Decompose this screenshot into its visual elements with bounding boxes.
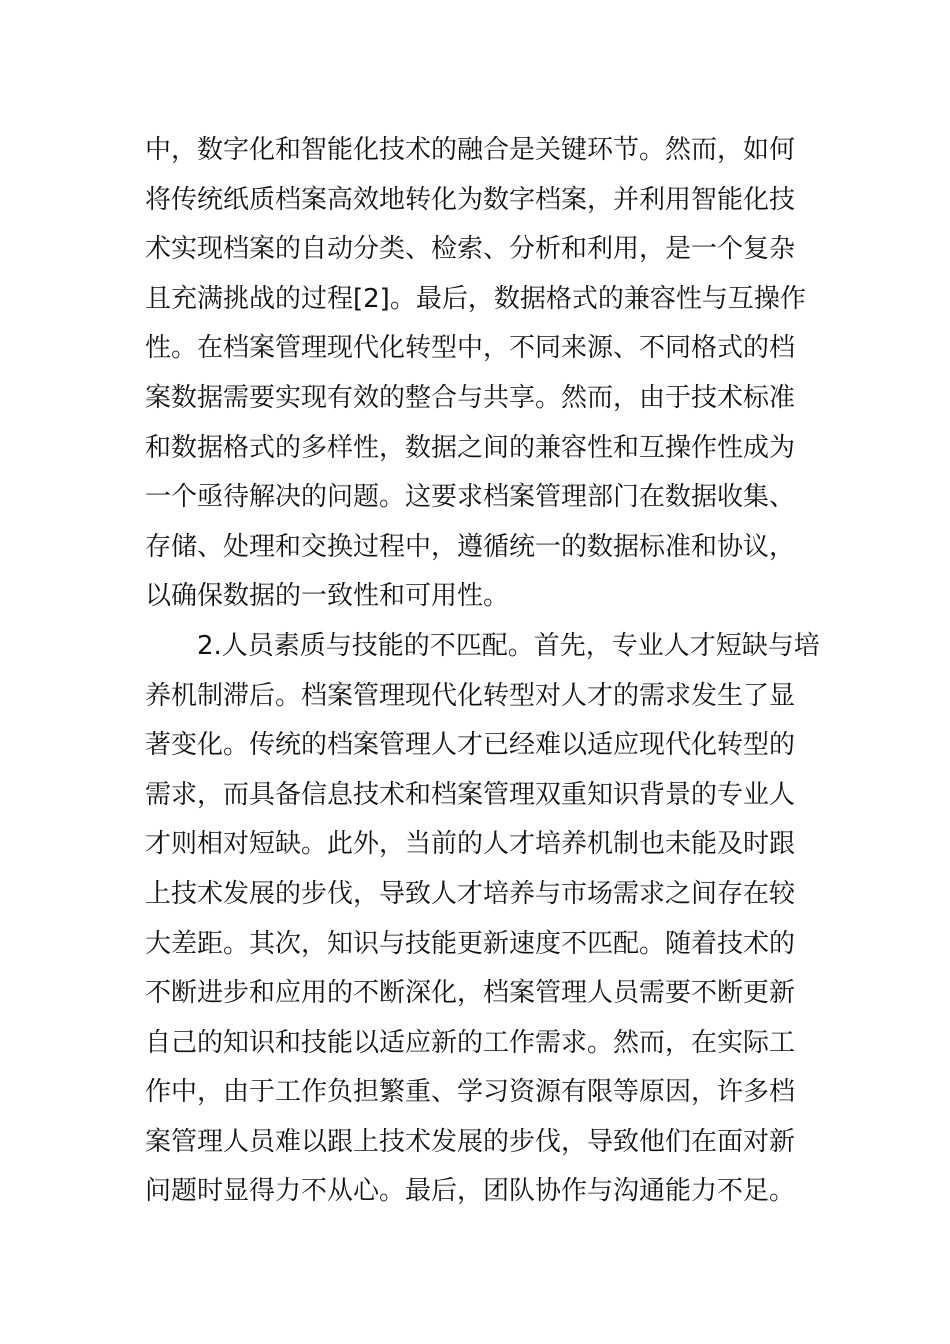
- text-line: 案管理人员难以跟上技术发展的步伐，导致他们在面对新: [145, 1126, 796, 1157]
- body-text: [145, 126, 825, 1217]
- text-line: 问题时显得力不从心。最后，团队协作与沟通能力不足。: [145, 1176, 796, 1207]
- text-line: 将传统纸质档案高效地转化为数字档案，并利用智能化技: [145, 184, 796, 215]
- text-line: 性。在档案管理现代化转型中，不同来源、不同格式的档: [145, 333, 796, 364]
- text-line: 存储、处理和交换过程中，遵循统一的数据标准和协议，: [145, 531, 796, 562]
- text-line: 2.人员素质与技能的不匹配。首先，专业人才短缺与培: [145, 630, 820, 661]
- text-line: 中，数字化和智能化技术的融合是关键环节。然而，如何: [145, 135, 796, 165]
- text-line: 作中，由于工作负担繁重、学习资源有限等原因，许多档: [145, 1077, 796, 1108]
- text-line: 上技术发展的步伐，导致人才培养与市场需求之间存在较: [145, 878, 796, 909]
- text-line: 自己的知识和技能以适应新的工作需求。然而，在实际工: [145, 1027, 796, 1058]
- text-line: 以确保数据的一致性和可用性。: [145, 581, 510, 612]
- text-line: 需求，而具备信息技术和档案管理双重知识背景的专业人: [145, 779, 796, 810]
- text-line: 养机制滞后。档案管理现代化转型对人才的需求发生了显: [145, 680, 796, 711]
- text-line: 且充满挑战的过程[2]。最后，数据格式的兼容性与互操作: [145, 283, 806, 314]
- text-line: 大差距。其次，知识与技能更新速度不匹配。随着技术的: [145, 928, 796, 959]
- text-line: 一个亟待解决的问题。这要求档案管理部门在数据收集、: [145, 482, 796, 513]
- text-line: 著变化。传统的档案管理人才已经难以适应现代化转型的: [145, 730, 796, 761]
- text-line: 案数据需要实现有效的整合与共享。然而，由于技术标准: [145, 382, 796, 413]
- text-line: 不断进步和应用的不断深化，档案管理人员需要不断更新: [145, 978, 796, 1009]
- text-line: 才则相对短缺。此外，当前的人才培养机制也未能及时跟: [145, 829, 796, 860]
- text-line: 和数据格式的多样性，数据之间的兼容性和互操作性成为: [145, 432, 796, 463]
- text-line: 术实现档案的自动分类、检索、分析和利用，是一个复杂: [145, 234, 796, 265]
